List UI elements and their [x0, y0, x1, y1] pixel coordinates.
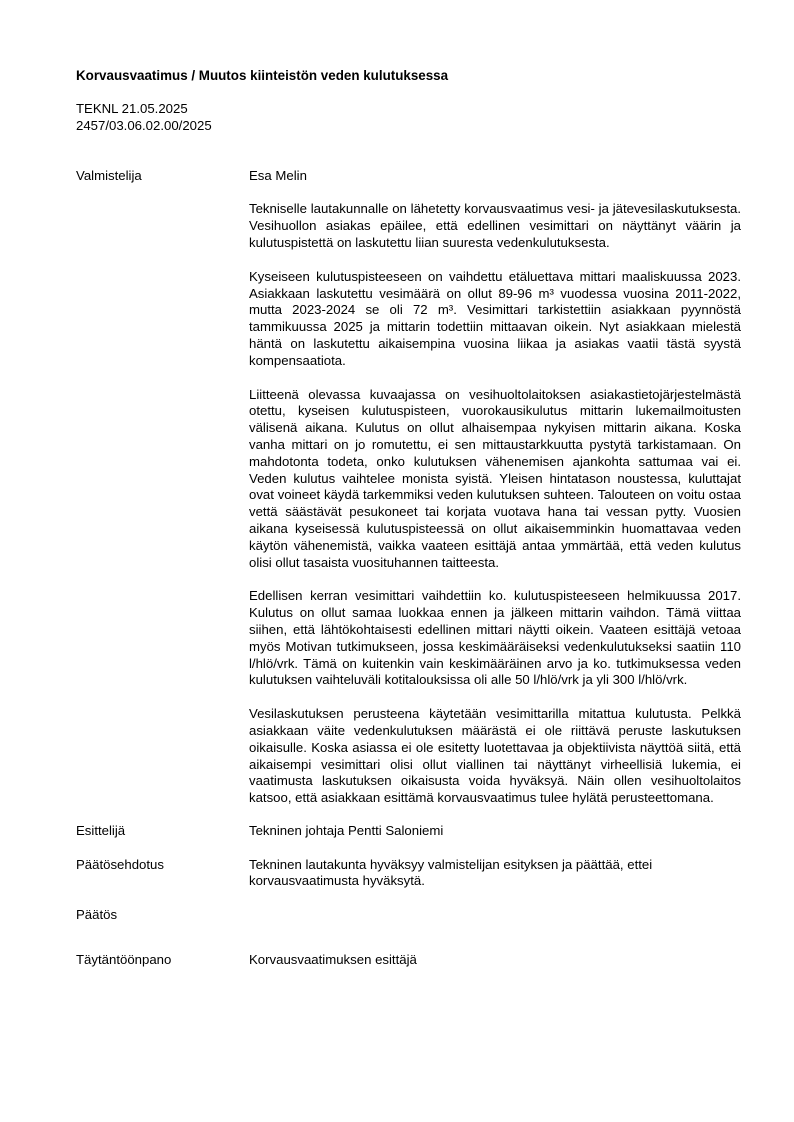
- esittelija-label: Esittelijä: [76, 822, 126, 838]
- paragraph-1: Tekniselle lautakunnalle on lähetetty korvausvaatimus vesi- ja jätevesilaskutuksesta. Vesihuollon asiakas epäilee, että edellinen vesimittari on näyttänyt väärin ja kulutuspistettä on laskutettu liian suuresta vedenkulutuksesta.: [249, 201, 741, 250]
- section-paatos: [76, 907, 741, 924]
- section-taytantoonpano: [76, 952, 741, 969]
- diary-number: 2457/03.06.02.00/2025: [76, 117, 212, 133]
- paragraph-4: Edellisen kerran vesimittari vaihdettiin ko. kulutuspisteeseen helmikuussa 2017. Kulutus on ollut samaa luokkaa ennen ja jälkeen mittarin vaihdon. Tämä viittaa siihen, että lähtökohtaisesti edellinen mittari näytti oikein. Vaateen esittäjä vetoaa myös Motivan tutkimukseen, jossa keskimääräiseksi vedenkulutukseksi saatiin 110 l/hlö/vrk. Tämä on kuitenkin vain keskimääräinen arvo ja ko. tutkimuksessa veden kulutuksen vaihteluväli kotitalouksissa oli alle 50 l/hlö/vrk ja yli 300 l/hlö/vrk.: [249, 588, 741, 688]
- paragraph-3: Liitteenä olevassa kuvaajassa on vesihuoltolaitoksen asiakastietojärjestelmästä otettu, kyseisen kulutuspisteen, vuorokausikulutus mittarin lukemailmoitusten välisenä aikana. Kulutus on ollut alhaisempaa nykyisen mittarin aikana. Koska vanha mittari on jo romutettu, ei sen mittaustarkkuutta pystytä tarkistamaan. On mahdotonta todeta, onko kulutuksen vähenemisen ajankohta sattumaa vai ei. Veden kulutus vaihtelee monista syistä. Yleisen hintatason noustessa, kuluttajat ovat voineet käydä tarkemmiksi veden kulutuksen suhteen. Talouteen on voitu ostaa vettä säästävät pesukoneet tai korjata vuotava hana tai vessan pytty. Vuosien aikana kyseisessä kulutuspisteessä on ollut aikaisemminkin huomattavaa veden käytön vähenemistä, vaikka vaateen esittäjä antaa ymmärtää, että veden kulutus olisi ollut tasaista vuosituhannen taitteesta.: [249, 386, 741, 570]
- taytantoonpano-value: Korvausvaatimuksen esittäjä: [249, 952, 417, 968]
- document-meta: [76, 101, 741, 135]
- section-esittelija: [76, 823, 741, 840]
- meeting-reference: TEKNL 21.05.2025: [76, 101, 188, 116]
- valmistelija-label: Valmistelija: [76, 167, 142, 183]
- section-paatosehdotus: [76, 857, 741, 891]
- paragraph-5: Vesilaskutuksen perusteena käytetään vesimittarilla mitattua kulutusta. Pelkkä asiakkaan väite vedenkulutuksen määrästä ei ole riittävä peruste laskutuksen oikaisulle. Koska asiassa ei ole esitetty luotettavaa ja objektiivista näyttöä siitä, että aikaisempi vesimittari olisi ollut viallinen tai näyttänyt virheellisiä lukemia, ei vaatimusta laskutuksen oikaisusta voida hyväksyä. Näin ollen vesihuoltolaitos katsoo, että asiakkaan esittämä korvausvaatimus tulee hylätä perusteettomana.: [249, 706, 741, 806]
- document-page: [76, 67, 741, 969]
- section-valmistelija: [76, 168, 741, 807]
- valmistelija-name: Esa Melin: [249, 167, 307, 183]
- paragraph-2: Kyseiseen kulutuspisteeseen on vaihdettu etäluettava mittari maaliskuussa 2023. Asiakkaan laskutettu vesimäärä on ollut 89-96 m³ vuodessa vuosina 2011-2022, mutta 2023-2024 se oli 72 m³. Vesimittari tarkistettiin asiakkaan pyynnöstä tammikuussa 2025 ja mittarin todettiin mittaavan oikein. Nyt asiakkaan mielestä häntä on laskutettu aikaisempina vuosina liikaa ja asiakas vaatii tästä syystä kompensaatiota.: [249, 268, 741, 368]
- paatosehdotus-label: Päätösehdotus: [76, 856, 164, 872]
- esittelija-value: Tekninen johtaja Pentti Saloniemi: [249, 822, 444, 838]
- valmistelija-content: [249, 168, 741, 807]
- taytantoonpano-label: Täytäntöönpano: [76, 952, 172, 968]
- paatosehdotus-value: Tekninen lautakunta hyväksyy valmistelijan esityksen ja päättää, ettei korvausvaatimusta hyväksytä.: [249, 856, 653, 889]
- paatos-value: [249, 907, 741, 924]
- document-title: Korvausvaatimus / Muutos kiinteistön veden kulutuksessa: [76, 68, 449, 83]
- paatos-label: Päätös: [76, 907, 118, 923]
